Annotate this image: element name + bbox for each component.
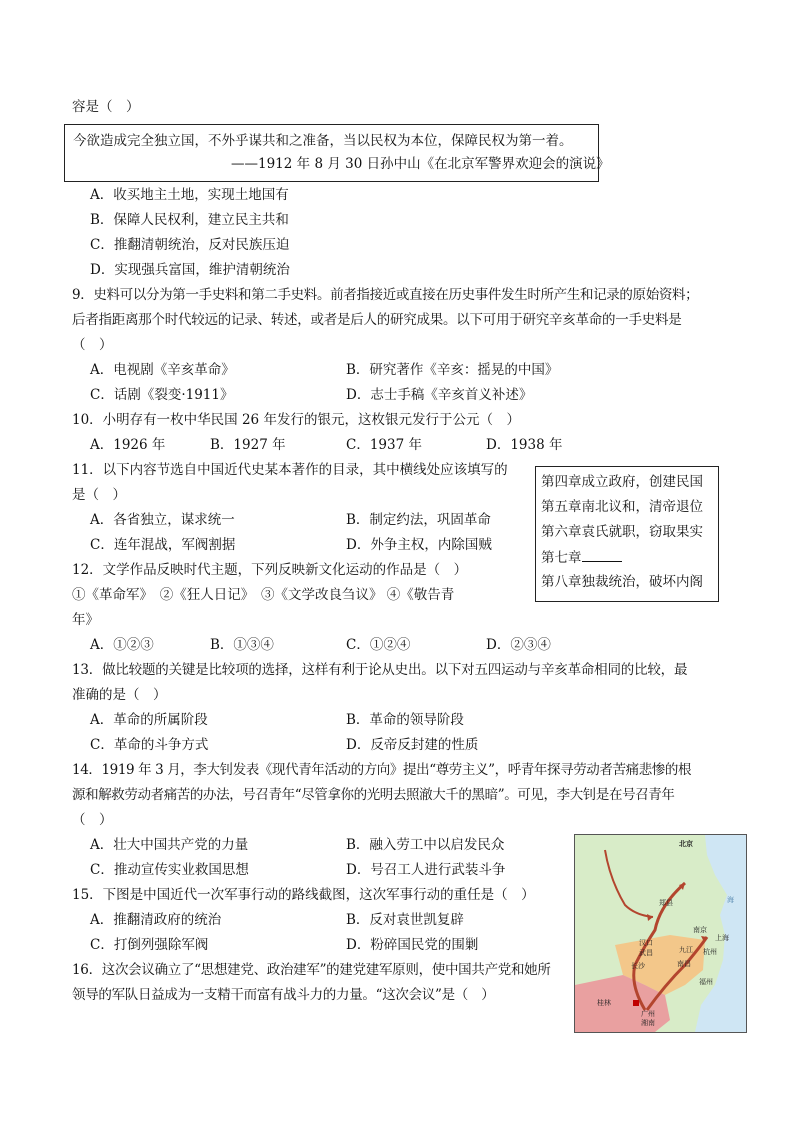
q15-option-d[interactable]: D．粉碎国民党的围剿	[346, 937, 479, 953]
map-label-nanjing: 南京	[693, 926, 707, 934]
q9-stem-line2: 后者指距离那个时代较远的记录、转述，或者是后人的研究成果。以下可用于研究辛亥革命的一手史料是	[72, 312, 682, 328]
q11-option-c[interactable]: C．连年混战，军阀割据	[90, 537, 236, 553]
q15-option-c[interactable]: C．打倒列强除军阀	[90, 937, 209, 953]
northern-expedition-map	[574, 834, 747, 1033]
q11-toc-ch6: 第六章袁氏就职，窃取果实	[541, 524, 703, 540]
q11-toc-ch7	[541, 548, 622, 567]
q16-stem-line1: 16．这次会议确立了“思想建党、政治建军”的建党建军原则，使中国共产党和她所	[72, 962, 551, 978]
q14-option-c[interactable]: C．推动宣传实业救国思想	[90, 862, 249, 878]
q12-option-a[interactable]: A．①②③	[90, 637, 154, 653]
map-label-jiujiang: 九江	[679, 946, 693, 954]
q11-stem-line2: 是（ ）	[72, 487, 126, 503]
map-label-sea: 海	[727, 896, 734, 904]
map-label-shanghai: 上海	[715, 934, 729, 942]
q14-stem-line2: 源和解救劳动者痛苦的办法，号召青年“尽管拿你的光明去照澈大千的黑暗”。可见，李大钊是在号召青年	[72, 787, 675, 803]
q12-option-d[interactable]: D．②③④	[486, 637, 551, 653]
q8-option-c[interactable]: C．推翻清朝统治，反对民族压迫	[90, 237, 290, 253]
q14-stem-line3: （ ）	[72, 812, 113, 828]
q11-toc-ch7-label: 第七章	[541, 550, 582, 566]
q9-stem-line3: （ ）	[72, 337, 113, 353]
q12-stem-line2: ①《革命军》 ②《狂人日记》 ③《文学改良刍议》 ④《敬告青	[72, 587, 455, 603]
map-label-wuchang: 武昌	[639, 949, 653, 957]
q10-option-c[interactable]: C．1937 年	[346, 437, 422, 453]
q12-option-b[interactable]: B．①③④	[210, 637, 274, 653]
map-label-fuzhou: 福州	[699, 978, 713, 986]
q13-option-b[interactable]: B．革命的领导阶段	[346, 712, 464, 728]
map-label-xiangnan: 湘南	[641, 1019, 655, 1027]
map-label-hankou: 汉口	[639, 939, 653, 947]
q10-option-a[interactable]: A．1926 年	[90, 437, 166, 453]
q8-option-d[interactable]: D．实现强兵富国，维护清朝统治	[90, 262, 290, 278]
q10-option-b[interactable]: B．1927 年	[210, 437, 286, 453]
q13-option-d[interactable]: D．反帝反封建的性质	[346, 737, 479, 753]
q14-stem-line1: 14．1919 年 3 月，李大钊发表《现代青年活动的方向》提出“尊劳主义”，呼青年探寻劳动者苦痛悲惨的根	[72, 762, 692, 778]
q13-option-c[interactable]: C．革命的斗争方式	[90, 737, 209, 753]
q15-stem: 15．下图是中国近代一次军事行动的路线截图，这次军事行动的重任是（ ）	[72, 887, 535, 903]
q16-stem-line2: 领导的军队日益成为一支精干而富有战斗力的力量。“这次会议”是（ ）	[72, 987, 495, 1003]
q11-toc-ch5: 第五章南北议和，清帝退位	[541, 499, 703, 515]
q15-option-b[interactable]: B．反对袁世凯复辟	[346, 912, 464, 928]
map-guangzhou-flag	[633, 1000, 639, 1006]
q11-toc-ch8: 第八章独裁统治，破坏内阁	[541, 574, 703, 590]
q14-option-a[interactable]: A．壮大中国共产党的力量	[90, 837, 249, 853]
q8-option-b[interactable]: B．保障人民权利，建立民主共和	[90, 212, 289, 228]
q11-toc-blank[interactable]	[582, 548, 622, 562]
q13-stem-line2: 准确的是（ ）	[72, 687, 167, 703]
q9-option-b[interactable]: B．研究著作《辛亥：摇晃的中国》	[346, 362, 559, 378]
q11-option-d[interactable]: D．外争主权，内除国贼	[346, 537, 492, 553]
q11-stem-line1: 11．以下内容节选自中国近代史某本著作的目录，其中横线处应该填写的	[72, 462, 508, 478]
map-label-nanchang: 南昌	[677, 960, 691, 968]
q15-option-a[interactable]: A．推翻清政府的统治	[90, 912, 222, 928]
q12-stem-line3: 年》	[72, 612, 99, 628]
q12-stem-line1: 12．文学作品反映时代主题，下列反映新文化运动的作品是（ ）	[72, 562, 468, 578]
q10-stem: 10．小明存有一枚中华民国 26 年发行的银元，这枚银元发行于公元（ ）	[72, 412, 520, 428]
map-label-guangzhou: 广州	[641, 1010, 655, 1018]
q13-stem-line1: 13．做比较题的关键是比较项的选择，这样有利于论从史出。以下对五四运动与辛亥革命相同的比较，最	[72, 662, 688, 678]
q12-option-c[interactable]: C．①②④	[346, 637, 411, 653]
q8-stem-tail: 容是（ ）	[72, 99, 140, 115]
q13-option-a[interactable]: A．革命的所属阶段	[90, 712, 208, 728]
q9-option-d[interactable]: D．志士手稿《辛亥首义补述》	[346, 387, 533, 403]
q9-option-a[interactable]: A．电视剧《辛亥革命》	[90, 362, 235, 378]
q11-toc-ch4: 第四章成立政府，创建民国	[541, 474, 703, 490]
q8-quote-text: 今欲造成完全独立国，不外乎谋共和之准备，当以民权为本位，保障民权为第一着。	[73, 133, 573, 149]
q11-option-a[interactable]: A．各省独立，谋求统一	[90, 512, 235, 528]
q8-quote-source: ——1912 年 8 月 30 日孙中山《在北京军警界欢迎会的演说》	[231, 156, 610, 172]
map-label-zhengxian: 郑县	[659, 899, 673, 907]
map-label-hangzhou: 杭州	[703, 948, 717, 956]
q8-option-a[interactable]: A．收买地主土地，实现土地国有	[90, 187, 289, 203]
q11-toc-box	[535, 466, 719, 602]
map-label-guilin: 桂林	[597, 999, 611, 1007]
map-label-changsha: 长沙	[631, 962, 645, 970]
q9-option-c[interactable]: C．话剧《裂变·1911》	[90, 387, 234, 403]
q8-quote-box	[64, 124, 610, 182]
q9-stem-line1: 9．史料可以分为第一手史料和第二手史料。前者指接近或直接在历史事件发生时所产生和记录的原始资料；	[72, 287, 699, 303]
q14-option-d[interactable]: D．号召工人进行武装斗争	[346, 862, 506, 878]
q10-option-d[interactable]: D．1938 年	[486, 437, 563, 453]
q14-option-b[interactable]: B．融入劳工中以启发民众	[346, 837, 505, 853]
q11-option-b[interactable]: B．制定约法，巩固革命	[346, 512, 491, 528]
map-label-beijing: 北京	[679, 840, 693, 848]
